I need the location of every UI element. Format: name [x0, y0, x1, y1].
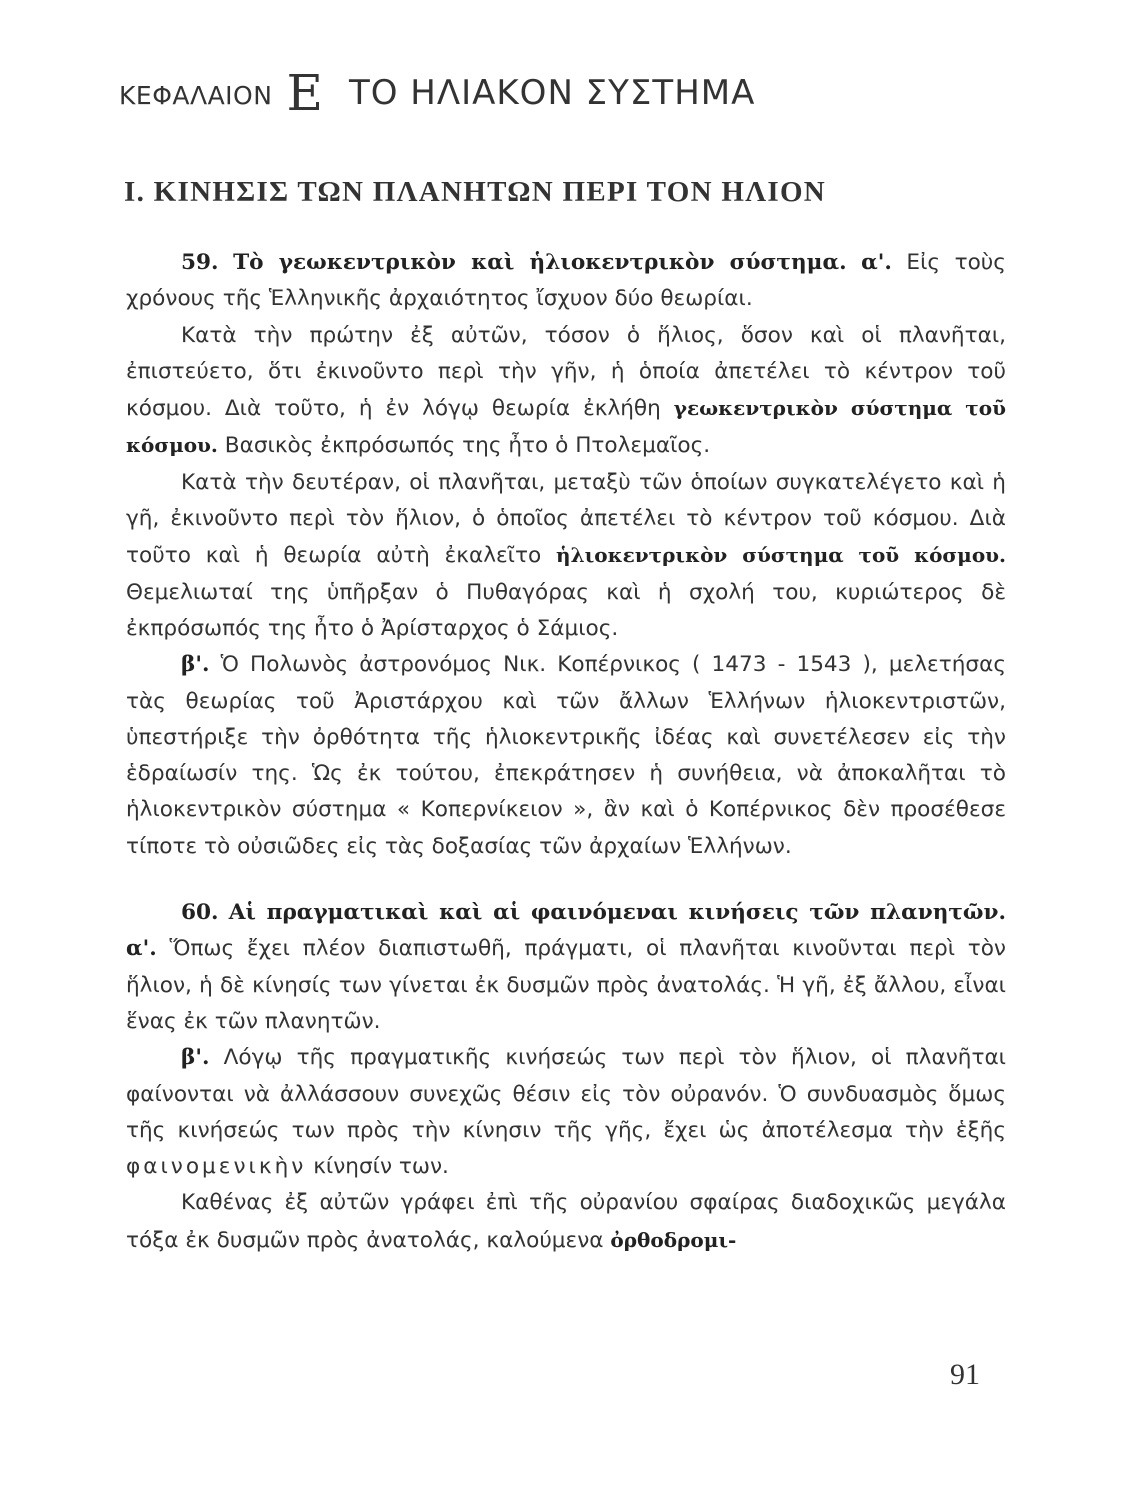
marker-b: β'.: [181, 652, 210, 678]
marker-b: β'.: [181, 1045, 210, 1071]
paragraph-text: Θεμελιωταί της ὑπῆρξαν ὁ Πυθαγόρας καὶ ἡ σχολή του, κυριώτερος δὲ ἐκπρόσωπός της ἦτο ὁ Ἀρίσταρχος ὁ Σάμιος.: [126, 579, 1006, 641]
bold-term: ἡλιοκεντρικὸν σύστημα τοῦ κόσμου.: [556, 543, 1006, 568]
paragraph-text: Κατὰ τὴν δευτέραν, οἱ πλανῆται, μεταξὺ τῶν ὁποίων συγκατελέγετο καὶ ἡ γῆ, ἐκινοῦντο περὶ τὸν ἥλιον, ὁ ὁποῖος ἀπετέλει τὸ κέντρον τοῦ κόσμου. Διὰ τοῦτο καὶ ἡ θεωρία αὐτὴ ἐκαλεῖτο: [126, 469, 1006, 569]
paragraph-59-heliocentric: [126, 465, 1006, 647]
bold-term: ὀρθοδρομι-: [610, 1227, 737, 1252]
paragraph-59-geocentric: [126, 318, 1006, 465]
paragraph-60-intro: [126, 895, 1006, 1040]
paragraph-number: 59.: [181, 250, 219, 275]
paragraph-text: Εἰς τοὺς χρόνους τῆς Ἑλληνικῆς ἀρχαιότητος ἴσχυον δύο θεωρίαι.: [126, 250, 1006, 312]
paragraph-text: Ὁ Πολωνὸς ἀστρονόμος Νικ. Κοπέρνικος ( 1473 - 1543 ), μελετήσας τὰς θεωρίας τοῦ Ἀριστάρχου καὶ τῶν ἄλλων Ἑλλήνων ἡλιοκεντριστῶν, ὑπεστήριξε τὴν ὀρθότητα τῆς ἡλιοκεντρικῆς ἰδέας καὶ συνετέλεσεν εἰς τὴν ἑδραίωσίν της. Ὡς ἐκ τούτου, ἐπεκράτησεν ἡ συνήθεια, νὰ ἀποκαλῆται τὸ ἡλιοκεντρικὸν σύστημα « Κοπερνίκειον », ἂν καὶ ὁ Κοπέρνικος δὲν προσέθεσε τίποτε τὸ οὐσιῶδες εἰς τὰς δοξασίας τῶν ἀρχαίων Ἑλλήνων.: [126, 652, 1006, 859]
marker-a: α'.: [861, 250, 892, 275]
paragraph-heading: Τὸ γεωκεντρικὸν καὶ ἡλιοκεντρικὸν σύστημα.: [233, 250, 847, 275]
chapter-title: ΤΟ ΗΛΙΑΚΟΝ ΣΥΣΤΗΜΑ: [348, 73, 756, 113]
chapter-label: ΚΕΦΑΛΑΙΟΝ: [119, 81, 273, 110]
page-number: 91: [950, 1358, 980, 1391]
paragraph-60-apparent-motion: [126, 1040, 1006, 1185]
paragraph-59-intro: [126, 245, 1006, 318]
paragraph-text: Κατὰ τὴν πρώτην ἐξ αὐτῶν, τόσον ὁ ἥλιος, ὅσον καὶ οἱ πλανῆται, ἐπιστεύετο, ὅτι ἐκινοῦντο περὶ τὴν γῆν, ἡ ὁποία ἀπετέλει τὸ κέντρον τοῦ κόσμου. Διὰ τοῦτο, ἡ ἐν λόγῳ θεωρία ἐκλήθη: [126, 322, 1006, 422]
spaced-term: φαινομενικὴν: [126, 1154, 307, 1180]
body-text: [126, 245, 1006, 1259]
chapter-header: [119, 58, 756, 122]
marker-a: α'.: [126, 936, 157, 962]
chapter-letter: Ε: [286, 64, 323, 122]
paragraph-heading: Αἱ πραγματικαὶ καὶ αἱ φαινόμεναι κινήσεις τῶν πλανητῶν.: [228, 900, 1006, 926]
bold-term: γεωκεντρικὸν σύστημα τοῦ κόσμου.: [126, 396, 1006, 458]
paragraph-text: Ὅπως ἔχει πλέον διαπιστωθῆ, πράγματι, οἱ πλανῆται κινοῦνται περὶ τὸν ἥλιον, ἡ δὲ κίνησίς των γίνεται ἐκ δυσμῶν πρὸς ἀνατολάς. Ἡ γῆ, ἐξ ἄλλου, εἶναι ἕνας ἐκ τῶν πλανητῶν.: [126, 936, 1006, 1034]
section-title: Ι. ΚΙΝΗΣΙΣ ΤΩΝ ΠΛΑΝΗΤΩΝ ΠΕΡΙ ΤΟΝ ΗΛΙΟΝ: [124, 176, 827, 208]
paragraph-59-copernicus: [126, 647, 1006, 865]
paragraph-60-arcs: [126, 1185, 1006, 1259]
paragraph-text: Καθένας ἐξ αὐτῶν γράφει ἐπὶ τῆς οὐρανίου σφαίρας διαδοχικῶς μεγάλα τόξα ἐκ δυσμῶν πρὸς ἀνατολάς, καλούμενα: [126, 1190, 1006, 1253]
paragraph-text: κίνησίν των.: [313, 1154, 449, 1180]
paragraph-text: Βασικὸς ἐκπρόσωπός της ἦτο ὁ Πτολεμαῖος.: [224, 433, 711, 459]
paragraph-number: 60.: [181, 900, 219, 926]
paragraph-text: Λόγῳ τῆς πραγματικῆς κινήσεώς των περὶ τὸν ἥλιον, οἱ πλανῆται φαίνονται νὰ ἀλλάσσουν συνεχῶς θέσιν εἰς τὸν οὐρανόν. Ὁ συνδυασμὸς ὅμως τῆς κινήσεώς των πρὸς τὴν κίνησιν τῆς γῆς, ἔχει ὡς ἀποτέλεσμα τὴν ἑξῆς: [126, 1045, 1006, 1143]
